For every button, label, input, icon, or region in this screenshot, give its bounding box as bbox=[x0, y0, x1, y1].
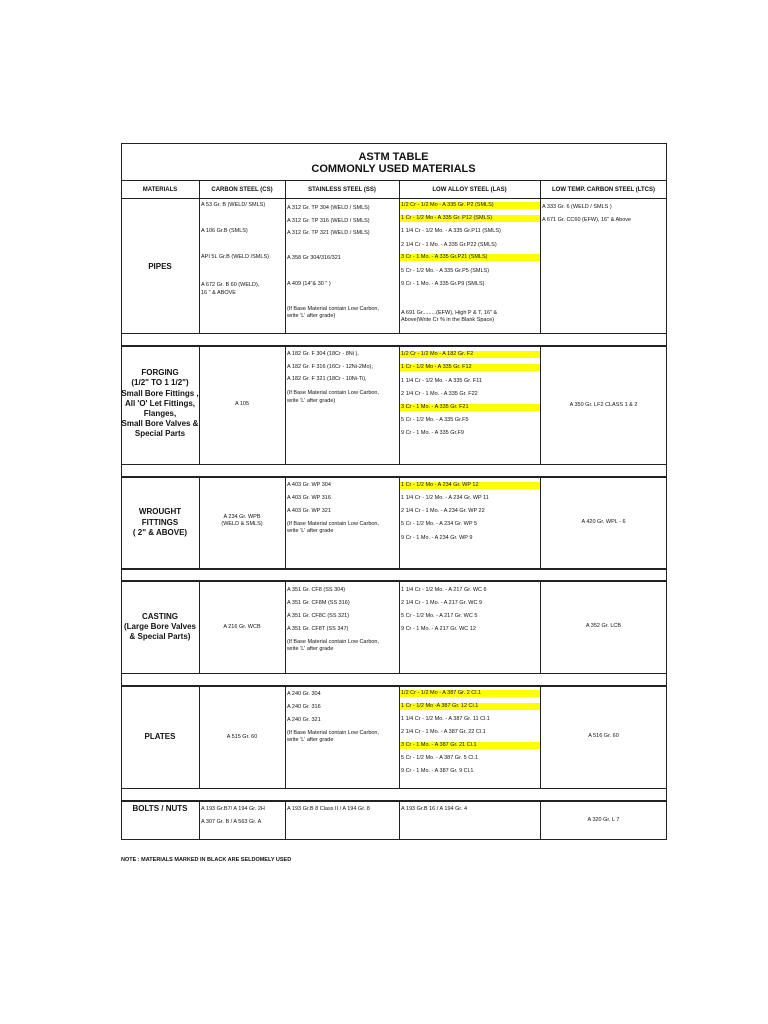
forging-las-3: 1 1/4 Cr - 1/2 Mo. - A 335 Gr. F11 bbox=[401, 378, 482, 384]
casting-ss-3: A 351 Gr. CF8C (SS 321) bbox=[287, 613, 350, 619]
rule-plates-bottom bbox=[121, 788, 667, 789]
wrought-las-1: 1 Cr - 1/2 Mo - A 234 Gr. WP 12 bbox=[400, 482, 540, 489]
pipes-ss-6: (If Base Material contain Low Carbon, bbox=[287, 306, 380, 312]
forging-cs: A 105 bbox=[234, 401, 250, 407]
pipes-las-2: 1 Cr - 1/2 Mo - A 335 Gr. P12 (SMLS) bbox=[400, 215, 540, 222]
pipes-cs-3: API 5L Gr.B (WELD /SMLS) bbox=[201, 254, 269, 260]
forging-las-2: 1 Cr - 1/2 Mo - A 335 Gr. F12 bbox=[400, 364, 540, 371]
material-pipes: PIPES bbox=[148, 262, 172, 271]
forging-ss-5: write 'L' after grade) bbox=[287, 398, 336, 404]
forging-las-1: 1/2 Cr - 1/2 Mo - A 182 Gr. F2 bbox=[400, 351, 540, 358]
table-title-line2: COMMONLY USED MATERIALS bbox=[311, 163, 476, 175]
forging-ss-2: A 182 Gr. F 316 (16Cr - 12Ni-2Mo), bbox=[287, 364, 373, 370]
header-low-alloy-steel: LOW ALLOY STEEL (LAS) bbox=[432, 187, 507, 193]
rule-plates-top bbox=[121, 685, 667, 687]
bolts-las: A 193 Gr.B 16 / A 194 Gr. 4 bbox=[401, 806, 468, 812]
pipes-cs-4: A 672 Gr. B 60 (WELD), bbox=[201, 282, 260, 288]
wrought-ss-4: (If Base Material contain Low Carbon, bbox=[287, 521, 380, 527]
forging-ltcs: A 350 Gr. LF2 CLASS 1 & 2 bbox=[569, 402, 638, 408]
plates-las-1: 1/2 Cr - 1/2 Mo - A 387 Gr. 2 Cl.1 bbox=[400, 690, 540, 697]
forging-las-6: 5 Cr - 1/2 Mo. - A 335 Gr.F5 bbox=[401, 417, 469, 423]
casting-las-2: 2 1/4 Cr - 1 Mo. - A 217 Gr. WC 9 bbox=[401, 600, 483, 606]
plates-ss-3: A 240 Gr. 321 bbox=[287, 717, 321, 723]
pipes-las-3: 1 1/4 Cr - 1/2 Mo. - A 335 Gr.P11 (SMLS) bbox=[401, 228, 501, 234]
pipes-ss-1: A 312 Gr. TP 304 (WELD / SMLS) bbox=[287, 205, 370, 211]
wrought-las-3: 2 1/4 Cr - 1 Mo. - A 234 Gr. WP 22 bbox=[401, 508, 485, 514]
pipes-ltcs-2: A 671 Gr. CC60 (EFW), 16" & Above bbox=[542, 217, 632, 223]
rule-header-bottom bbox=[121, 198, 667, 199]
table-title-line1: ASTM TABLE bbox=[358, 151, 429, 163]
forging-ss-1: A 182 Gr. F 304 (18Cr - 8Ni ), bbox=[287, 351, 359, 357]
footnote: NOTE : MATERIALS MARKED IN BLACK ARE SELDOMELY USED bbox=[121, 857, 292, 863]
plates-las-7: 9 Cr - 1 Mo. - A 387 Gr. 9 Cl.1 bbox=[401, 768, 474, 774]
casting-cs: A 216 Gr. WCB bbox=[223, 624, 261, 630]
material-bolts-nuts: BOLTS / NUTS bbox=[132, 804, 188, 813]
wrought-ss-3: A 403 Gr. WP 321 bbox=[287, 508, 331, 514]
wrought-cs-2: (WELD & SMLS) bbox=[221, 521, 263, 527]
casting-las-3: 5 Cr - 1/2 Mo. - A 217 Gr. WC 5 bbox=[401, 613, 478, 619]
pipes-cs-5: 16 " & ABOVE bbox=[201, 290, 236, 296]
pipes-las-4: 2 1/4 Cr - 1 Mo. - A 335 Gr.P22 (SMLS) bbox=[401, 242, 497, 248]
bolts-ltcs: A 320 Gr. L 7 bbox=[587, 817, 620, 823]
wrought-las-5: 9 Cr - 1 Mo. - A 234 Gr. WP 9 bbox=[401, 535, 473, 541]
header-carbon-steel: CARBON STEEL (CS) bbox=[211, 187, 273, 193]
rule-wrought-bottom bbox=[121, 568, 667, 570]
casting-ss-2: A 351 Gr. CF8M (SS 316) bbox=[287, 600, 350, 606]
pipes-ltcs-1: A 333 Gr. 6 (WELD / SMLS ) bbox=[542, 204, 612, 210]
material-plates: PLATES bbox=[144, 732, 176, 741]
forging-las-7: 9 Cr - 1 Mo. - A 335 Gr.F9 bbox=[401, 430, 464, 436]
astm-table-page: ASTM TABLE COMMONLY USED MATERIALS MATERIALS CARBON STEEL (CS) STAINLESS STEEL (SS) LOW ALLOY STEEL (LAS) LOW TEMP. CARBON STEEL (LTCS) PIPES A 53 Gr. B (WELD/ SMLS) A 106 Gr.B (SMLS) API 5L Gr.B (WELD /SMLS) A 672 Gr. B 60 (WELD), 16 " & ABOVE A 312 Gr. TP 304 (WELD / SMLS) A 312 Gr. TP 316 (WELD / SMLS) A 312 Gr. TP 321 (WELD / SMLS) A 358 Gr 304/316/321 A 409 (14"& 30 " ) (If Base Material contain Low Carbon, write 'L' after grade) 1/2 Cr - 1/2 Mo - A 335 Gr. P2 (SMLS) 1 Cr - 1/2 Mo - A 335 Gr. P12 (SMLS) 1 1/4 Cr - 1/2 Mo. - A 335 Gr.P11 (SMLS) 2 1/4 Cr - 1 Mo. - A 335 Gr.P22 (SMLS) 3 Cr - 1 Mo. - A 335 Gr.P21 (SMLS) 5 Cr - 1/2 Mo. - A 335 Gr.P5 (SMLS) 9 Cr - 1 Mo. - A 335 Gr.P9 (SMLS) A 691 Gr.........(EFW), High P & T, 16" & Above(Write Cr % in the Blank Space) A 333 Gr. 6 (WELD / SMLS ) A 671 Gr. CC60 (EFW), 16" & Above FORGING (1/2" TO 1 1/2") Small Bore Fittings , All 'O' Let Fittings, Flanges, Small Bore Valves & Special Parts A 105 A 182 Gr. F 304 (18Cr - 8Ni ), A 182 Gr. F 316 (16Cr - 12Ni-2Mo), A 182 Gr. F 321 (18Cr - 10Ni-Ti), (If Base Material contain Low Carbon, write 'L' after grade) 1/2 Cr - 1/2 Mo - A 182 Gr. F2 1 Cr - 1/2 Mo - A 335 Gr. F12 1 1/4 Cr - 1/2 Mo. - A 335 Gr. F11 2 1/4 Cr - 1 Mo. - A 335 Gr. F22 3 Cr - 1 Mo. - A 335 Gr. F21 5 Cr - 1/2 Mo. - A 335 Gr.F5 9 Cr - 1 Mo. - A 335 Gr.F9 A 350 Gr. LF2 CLASS 1 & 2 WROUGHT FITTINGS ( 2" & ABOVE) A 234 Gr. WPB (WELD & SMLS) A 403 Gr. WP 304 A 403 Gr. WP 316 A 403 Gr. WP 321 (If Base Material contain Low Carbon, write 'L' after grade 1 Cr - 1/2 Mo - A 234 Gr. WP 12 1 1/4 Cr - 1/2 Mo. - A 234 Gr. WP 11 2 1/4 Cr - 1 Mo. - A 234 Gr. WP 22 5 Cr - 1/2 Mo. - A 234 Gr. WP 5 9 Cr - 1 Mo. - A 234 Gr. WP 9 A 420 Gr. WPL - 6 CASTING (Large Bore Valves & Special Parts) A 216 Gr. WCB A 351 Gr. CF8 (SS 304) A 351 Gr. CF8M (SS 316) A 351 Gr. CF8C (SS 321) A 351 Gr. CF8T (SS 347) (If Base Material contain Low Carbon, write 'L' after grade 1 1/4 Cr - 1/2 Mo. - A 217 Gr. WC 6 2 1/4 Cr - 1 Mo. - A 217 Gr. WC 9 5 Cr - 1/2 Mo. - A 217 Gr. WC 5 9 Cr - 1 Mo. - A 217 Gr. WC 12 A 352 Gr. LCB PLATES A 515 Gr. 60 A 240 Gr. 304 A 240 Gr. 316 A 240 Gr. 321 (If Base Material contain Low Carbon, write 'L' after grade 1/2 Cr - 1/2 Mo - A 387 Gr. 2 Cl.1 1 Cr - 1/2 Mo -A 387 Gr. 12 Cl.1 1 1/4 Cr - 1/2 Mo. - A 387 Gr. 11 Cl.1 2 1/4 Cr - 1 Mo. - A 387 Gr. 22 Cl.1 3 Cr - 1 Mo. - A 387 Gr. 21 Cl.1 5 Cr - 1/2 Mo. - A 387 Gr. 5 Cl.1 9 Cr - 1 Mo. - A 387 Gr. 9 Cl.1 A 516 Gr. 60 BOLTS / NUTS A 193 Gr.B7/ A 194 Gr. 2H A 307 Gr. B / A 563 Gr. A A 193 Gr.B 8 Class II / A 194 Gr. 8 A 193 Gr.B 16 / A 194 Gr. 4 A 320 Gr. L 7 NOTE : MATERIALS MARKED IN BLACK ARE SELDOMELY USED bbox=[0, 0, 768, 1024]
rule-bolts-top bbox=[121, 800, 667, 802]
wrought-ss-2: A 403 Gr. WP 316 bbox=[287, 495, 331, 501]
pipes-ss-7: write 'L' after grade) bbox=[287, 313, 336, 319]
wrought-ltcs: A 420 Gr. WPL - 6 bbox=[581, 519, 626, 525]
plates-las-3: 1 1/4 Cr - 1/2 Mo. - A 387 Gr. 11 Cl.1 bbox=[401, 716, 490, 722]
bolts-ss: A 193 Gr.B 8 Class II / A 194 Gr. 8 bbox=[287, 806, 370, 812]
pipes-las-8: A 691 Gr.........(EFW), High P & T, 16" & bbox=[401, 310, 498, 316]
rule-wrought-top bbox=[121, 476, 667, 478]
casting-ltcs: A 352 Gr. LCB bbox=[585, 623, 622, 629]
header-stainless-steel: STAINLESS STEEL (SS) bbox=[308, 187, 376, 193]
plates-ss-2: A 240 Gr. 316 bbox=[287, 704, 321, 710]
pipes-cs-1: A 53 Gr. B (WELD/ SMLS) bbox=[201, 202, 266, 208]
header-ltcs: LOW TEMP. CARBON STEEL (LTCS) bbox=[552, 187, 655, 193]
plates-las-2: 1 Cr - 1/2 Mo -A 387 Gr. 12 Cl.1 bbox=[400, 703, 540, 710]
rule-casting-bottom bbox=[121, 673, 667, 674]
rule-casting-top bbox=[121, 580, 667, 582]
plates-ss-5: write 'L' after grade bbox=[287, 737, 334, 743]
plates-cs: A 515 Gr. 60 bbox=[226, 734, 258, 740]
plates-ss-1: A 240 Gr. 304 bbox=[287, 691, 321, 697]
pipes-las-7: 9 Cr - 1 Mo. - A 335 Gr.P9 (SMLS) bbox=[401, 281, 485, 287]
pipes-ss-4: A 358 Gr 304/316/321 bbox=[287, 255, 341, 261]
pipes-las-9: Above(Write Cr % in the Blank Space) bbox=[401, 317, 495, 323]
casting-las-1: 1 1/4 Cr - 1/2 Mo. - A 217 Gr. WC 6 bbox=[401, 587, 487, 593]
bolts-cs-2: A 307 Gr. B / A 563 Gr. A bbox=[201, 819, 262, 825]
plates-las-5: 3 Cr - 1 Mo. - A 387 Gr. 21 Cl.1 bbox=[400, 742, 540, 749]
casting-ss-5: (If Base Material contain Low Carbon, bbox=[287, 639, 380, 645]
casting-ss-6: write 'L' after grade bbox=[287, 646, 334, 652]
plates-las-4: 2 1/4 Cr - 1 Mo. - A 387 Gr. 22 Cl.1 bbox=[401, 729, 486, 735]
wrought-las-4: 5 Cr - 1/2 Mo. - A 234 Gr. WP 5 bbox=[401, 521, 478, 527]
bolts-cs-1: A 193 Gr.B7/ A 194 Gr. 2H bbox=[201, 806, 265, 812]
wrought-ss-5: write 'L' after grade bbox=[287, 528, 334, 534]
wrought-cs-1: A 234 Gr. WPB bbox=[223, 514, 261, 520]
wrought-las-2: 1 1/4 Cr - 1/2 Mo. - A 234 Gr. WP 11 bbox=[401, 495, 489, 501]
rule-forging-top bbox=[121, 345, 667, 347]
rule-pipes-bottom bbox=[121, 333, 667, 334]
header-materials: MATERIALS bbox=[142, 187, 178, 193]
plates-las-6: 5 Cr - 1/2 Mo. - A 387 Gr. 5 Cl.1 bbox=[401, 755, 479, 761]
casting-ss-1: A 351 Gr. CF8 (SS 304) bbox=[287, 587, 346, 593]
casting-las-4: 9 Cr - 1 Mo. - A 217 Gr. WC 12 bbox=[401, 626, 476, 632]
pipes-las-1: 1/2 Cr - 1/2 Mo - A 335 Gr. P2 (SMLS) bbox=[400, 202, 540, 209]
rule-forging-bottom bbox=[121, 464, 667, 465]
wrought-ss-1: A 403 Gr. WP 304 bbox=[287, 482, 331, 488]
plates-ltcs: A 516 Gr. 60 bbox=[588, 733, 619, 739]
casting-ss-4: A 351 Gr. CF8T (SS 347) bbox=[287, 626, 349, 632]
plates-ss-4: (If Base Material contain Low Carbon, bbox=[287, 730, 380, 736]
forging-las-4: 2 1/4 Cr - 1 Mo. - A 335 Gr. F22 bbox=[401, 391, 478, 397]
forging-ss-3: A 182 Gr. F 321 (18Cr - 10Ni-Ti), bbox=[287, 376, 367, 382]
forging-las-5: 3 Cr - 1 Mo. - A 335 Gr. F21 bbox=[400, 404, 540, 411]
pipes-las-6: 5 Cr - 1/2 Mo. - A 335 Gr.P5 (SMLS) bbox=[401, 268, 490, 274]
rule-title-bottom bbox=[121, 180, 667, 181]
pipes-cs-2: A 106 Gr.B (SMLS) bbox=[201, 228, 248, 234]
forging-ss-4: (If Base Material contain Low Carbon, bbox=[287, 390, 380, 396]
pipes-ss-3: A 312 Gr. TP 321 (WELD / SMLS) bbox=[287, 230, 370, 236]
pipes-ss-2: A 312 Gr. TP 316 (WELD / SMLS) bbox=[287, 218, 370, 224]
pipes-las-5: 3 Cr - 1 Mo. - A 335 Gr.P21 (SMLS) bbox=[400, 254, 540, 261]
pipes-ss-5: A 409 (14"& 30 " ) bbox=[287, 281, 331, 287]
